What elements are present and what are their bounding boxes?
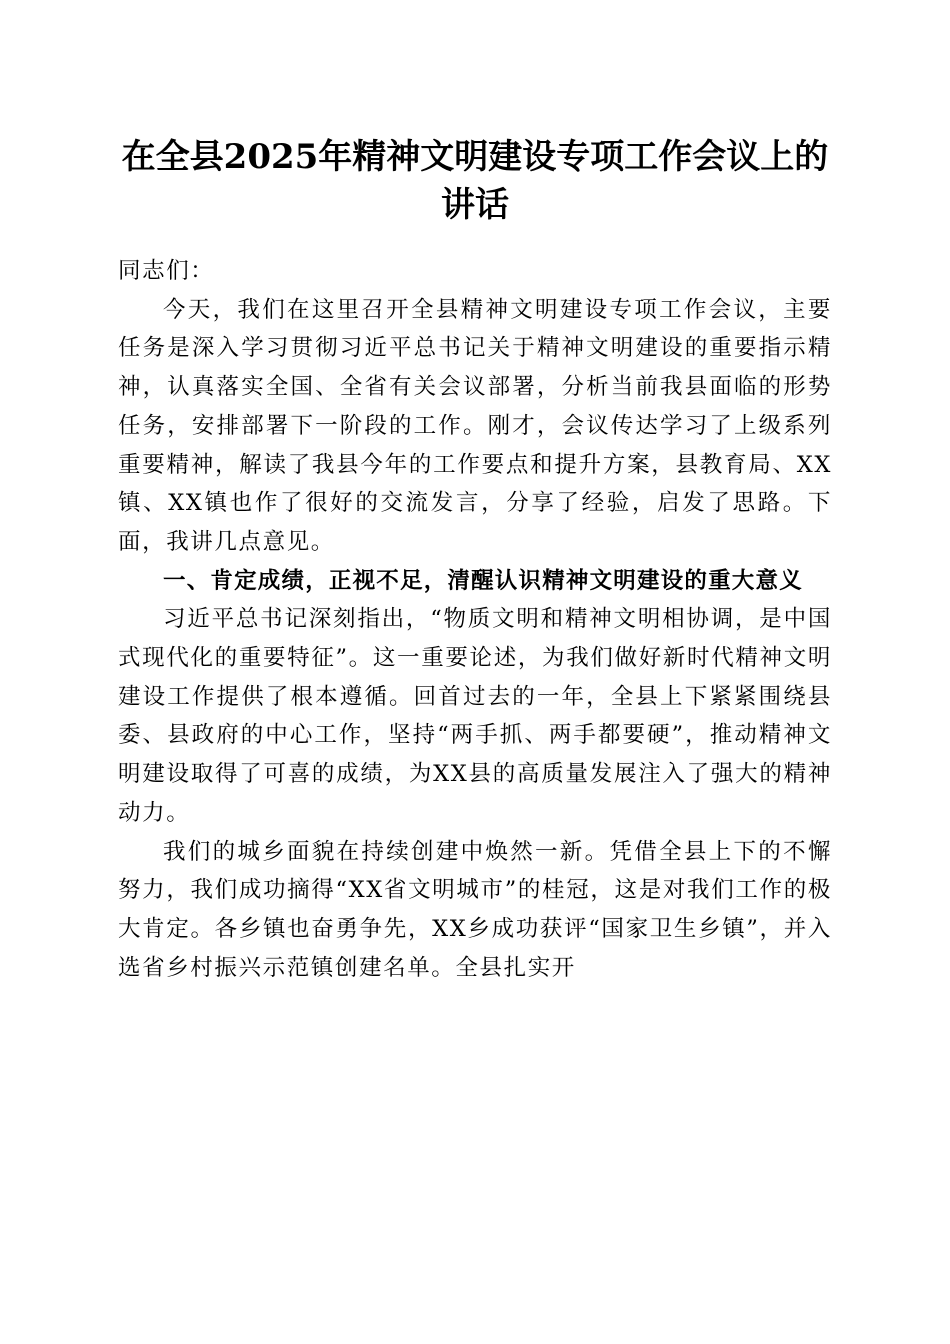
salutation: 同志们： xyxy=(118,258,215,284)
document-title: 在全县2025年精神文明建设专项工作会议上的讲话 xyxy=(121,137,829,225)
paragraph-intro: 今天，我们在这里召开全县精神文明建设专项工作会议，主要任务是深入学习贯彻习近平总书记关于精神文明建设的重要指示精神，认真落实全国、全省有关会议部署，分析当前我县面临的形势任务，安排部署下一阶段的工作。刚才，会议传达学习了上级系列重要精神，解读了我县今年的工作要点和提升方案，县教育局、XX镇、XX镇也作了很好的交流发言，分享了经验，启发了思路。下面，我讲几点意见。 xyxy=(118,296,832,555)
paragraph-achievements: 习近平总书记深刻指出，“物质文明和精神文明相协调，是中国式现代化的重要特征”。这一重要论述，为我们做好新时代精神文明建设工作提供了根本遵循。回首过去的一年，全县上下紧紧围绕县委、县政府的中心工作，坚持“两手抓、两手都要硬”，推动精神文明建设取得了可喜的成绩，为XX县的高质量发展注入了强大的精神动力。 xyxy=(118,606,832,826)
section-heading-1: 一、肯定成绩，正视不足，清醒认识精神文明建设的重大意义 xyxy=(163,567,803,594)
paragraph-urban-rural: 我们的城乡面貌在持续创建中焕然一新。凭借全县上下的不懈努力，我们成功摘得“XX省文明城市”的桂冠，这是对我们工作的极大肯定。各乡镇也奋勇争先，XX乡成功获评“国家卫生乡镇”，并入选省乡村振兴示范镇创建名单。全县扎实开 xyxy=(118,838,832,981)
document-body xyxy=(118,252,832,987)
